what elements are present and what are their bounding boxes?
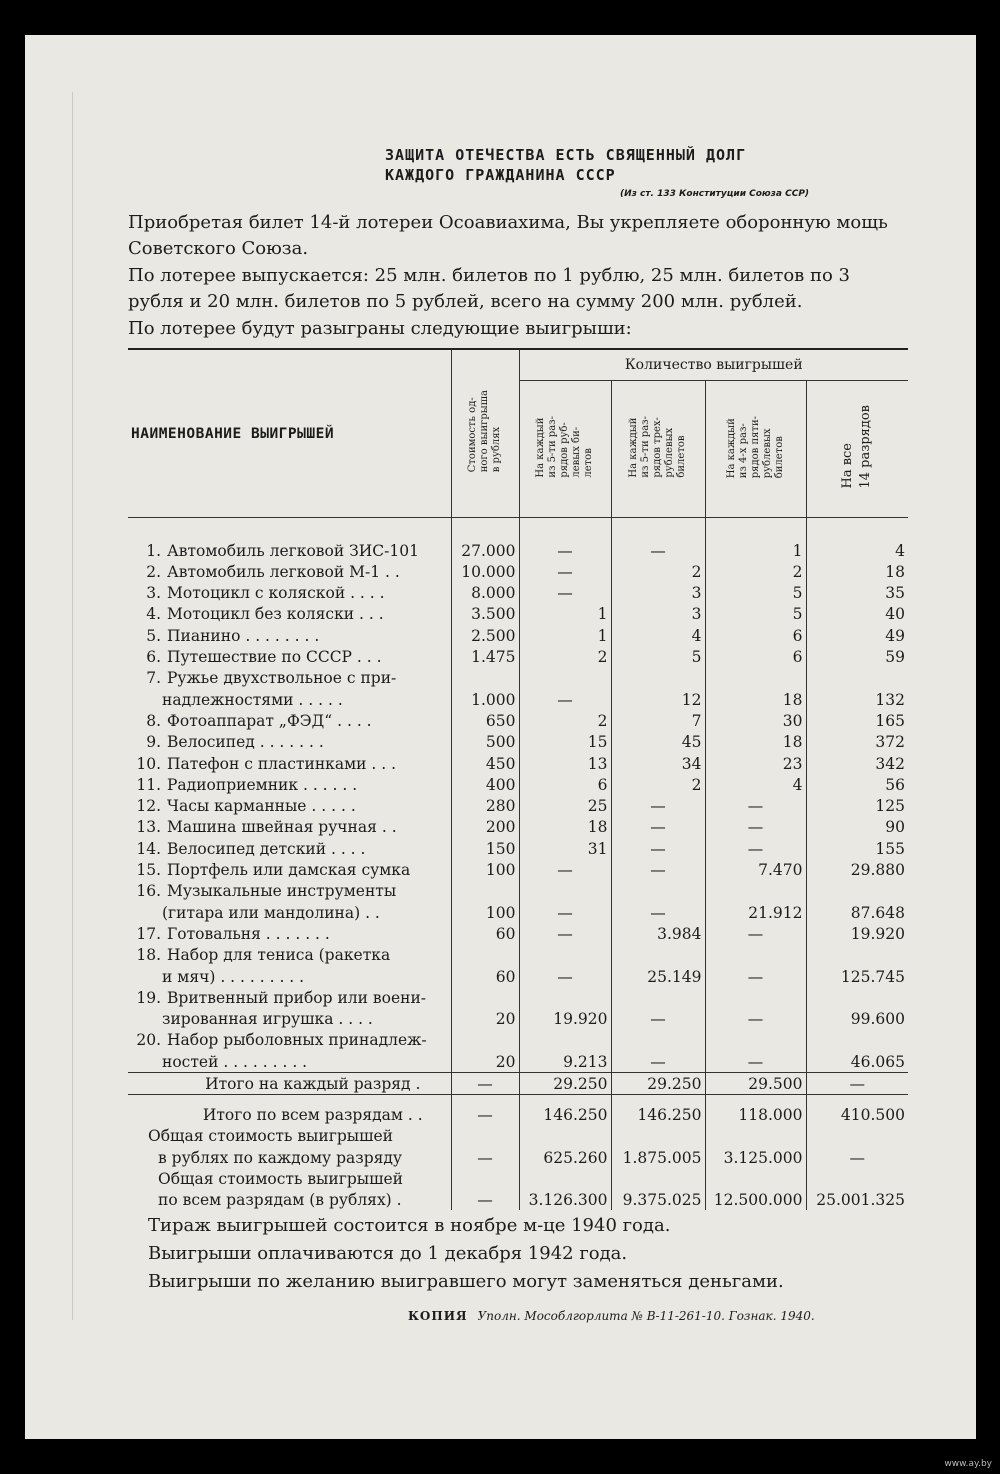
table-row — [128, 603, 908, 624]
count-rub3: 5 — [611, 646, 705, 667]
table-row — [128, 582, 908, 603]
table-row — [128, 646, 908, 667]
count-rub3 — [611, 1029, 705, 1050]
count-rub1: 13 — [519, 752, 611, 773]
count-rub3: — — [611, 901, 705, 922]
paper-fold-line — [72, 92, 73, 1320]
table-row — [128, 539, 908, 560]
count-rub5: 21.912 — [705, 901, 806, 922]
count-rub5: — — [705, 1008, 806, 1029]
count-all: 99.600 — [806, 1008, 908, 1029]
count-rub5: — — [705, 1050, 806, 1072]
totals-body — [128, 1072, 908, 1210]
count-rub3: 7 — [611, 710, 705, 731]
prize-cost — [451, 987, 519, 1008]
count-all: 56 — [806, 774, 908, 795]
prize-cost: 650 — [451, 710, 519, 731]
prize-name — [128, 710, 451, 731]
count-rub5: 5 — [705, 603, 806, 624]
prize-name — [128, 688, 451, 709]
count-rub3 — [611, 667, 705, 688]
cost-each-all: — — [806, 1146, 908, 1167]
prize-name-text: Пианино . . . . . . . . — [167, 626, 320, 645]
count-rub1: 2 — [519, 710, 611, 731]
prize-name-text: Музыкальные инструменты — [167, 882, 397, 901]
table-row — [128, 731, 908, 752]
count-rub1 — [519, 987, 611, 1008]
count-rub5: 4 — [705, 774, 806, 795]
count-rub5 — [705, 667, 806, 688]
total-all-all: 410.500 — [806, 1095, 908, 1126]
prize-name — [128, 667, 451, 688]
prize-name-text: Патефон с пластинками . . . — [167, 754, 397, 773]
prize-name — [128, 923, 451, 944]
prize-cost: 1.000 — [451, 688, 519, 709]
count-all: 35 — [806, 582, 908, 603]
prize-name-text: Радиоприемник . . . . . . — [167, 775, 358, 794]
total-all-r5: 118.000 — [705, 1095, 806, 1126]
table-row — [128, 987, 908, 1008]
count-rub5: 7.470 — [705, 859, 806, 880]
prize-cost: 20 — [451, 1050, 519, 1072]
cost-each-label-1: Общая стоимость выигрышей — [148, 1127, 394, 1146]
prize-name-text: надлежностями . . . . . — [162, 690, 343, 709]
count-all: 40 — [806, 603, 908, 624]
total-all-label: Итого по всем разрядам . . — [128, 1095, 451, 1126]
copy-word: КОПИЯ — [408, 1309, 468, 1323]
prize-name — [128, 859, 451, 880]
prize-number: 5. — [146, 626, 161, 645]
count-rub1: 1 — [519, 603, 611, 624]
prize-name — [128, 539, 451, 560]
prize-cost: 3.500 — [451, 603, 519, 624]
copy-imprint-text: Уполн. Мособлгорлита № В-11-261-10. Гознак. 1940. — [477, 1309, 815, 1323]
prize-cost: 60 — [451, 923, 519, 944]
count-rub5: 1 — [705, 539, 806, 560]
prize-name — [128, 1008, 451, 1029]
count-rub1: 31 — [519, 837, 611, 858]
cost-all-label-2: по всем разрядам (в рублях) . — [158, 1191, 402, 1210]
table-row — [128, 667, 908, 688]
count-all: 18 — [806, 561, 908, 582]
prize-name — [128, 1029, 451, 1050]
table-row — [128, 624, 908, 645]
count-all: 165 — [806, 710, 908, 731]
table-row — [128, 965, 908, 986]
cost-each-cost: — — [451, 1146, 519, 1167]
count-rub1: — — [519, 688, 611, 709]
prize-number: 17. — [136, 924, 161, 943]
count-rub3: 12 — [611, 688, 705, 709]
prize-name-text: Готовальня . . . . . . . — [167, 924, 330, 943]
header-rub1 — [519, 381, 611, 518]
prize-number: 14. — [136, 839, 161, 858]
table-row — [128, 880, 908, 901]
prize-number: 8. — [146, 711, 161, 730]
prize-name-text: (гитара или мандолина) . . — [162, 903, 380, 922]
table-row — [128, 795, 908, 816]
count-rub5: 2 — [705, 561, 806, 582]
prize-number: 13. — [136, 818, 161, 837]
prize-name-text: Набор рыболовных принадлеж- — [167, 1031, 427, 1050]
header-count-group: Количество выигрышей — [519, 349, 908, 381]
prize-name-text: Ружье двухствольное с при- — [167, 669, 397, 688]
cost-all-row-1 — [128, 1168, 908, 1189]
header-all-text: На все 14 разрядов — [840, 405, 874, 489]
count-rub3: 4 — [611, 624, 705, 645]
total-all-cost: — — [451, 1095, 519, 1126]
count-all — [806, 667, 908, 688]
prize-number: 15. — [136, 861, 161, 880]
count-all — [806, 987, 908, 1008]
cost-all-r5: 12.500.000 — [705, 1189, 806, 1210]
count-rub1: 9.213 — [519, 1050, 611, 1072]
count-rub1: 18 — [519, 816, 611, 837]
prize-number: 4. — [146, 605, 161, 624]
motto-line-1: ЗАЩИТА ОТЕЧЕСТВА ЕСТЬ СВЯЩЕННЫЙ ДОЛГ — [385, 146, 747, 164]
count-all: 4 — [806, 539, 908, 560]
header-rub5 — [705, 381, 806, 518]
prize-cost: 27.000 — [451, 539, 519, 560]
motto-line-2: КАЖДОГО ГРАЖДАНИНА СССР — [385, 166, 616, 184]
count-rub3: — — [611, 837, 705, 858]
count-all: 29.880 — [806, 859, 908, 880]
cost-all-row-2 — [128, 1189, 908, 1210]
total-each-r3: 29.250 — [611, 1072, 705, 1094]
prize-name-text: Вритвенный прибор или воени- — [167, 988, 427, 1007]
table-row — [128, 710, 908, 731]
total-each-cost: — — [451, 1072, 519, 1094]
header-rub3 — [611, 381, 705, 518]
count-rub3: — — [611, 859, 705, 880]
cost-all-r3: 9.375.025 — [611, 1189, 705, 1210]
header-rub5-text: На каждый из 4-х раз- рядов пяти- рублевых билетов — [725, 415, 785, 479]
prize-name-text: и мяч) . . . . . . . . . — [162, 967, 305, 986]
prize-name-text: Автомобиль легковой ЗИС-101 — [167, 541, 419, 560]
motto-source: (Из ст. 133 Конституции Союза ССР) — [620, 189, 810, 199]
count-rub1 — [519, 1029, 611, 1050]
footer-line-3: Выигрыши по желанию выигравшего могут заменяться деньгами. — [148, 1271, 784, 1292]
prize-name — [128, 603, 451, 624]
header-separator — [128, 518, 908, 540]
cost-each-row-1 — [128, 1125, 908, 1146]
header-rub1-text: На каждый из 5-ти раз- рядов руб- левых би- летов — [535, 416, 594, 478]
cost-all-all: 25.001.325 — [806, 1189, 908, 1210]
count-all — [806, 880, 908, 901]
count-all: 59 — [806, 646, 908, 667]
prize-name — [128, 624, 451, 645]
prize-cost: 10.000 — [451, 561, 519, 582]
table-row — [128, 688, 908, 709]
count-rub1: 1 — [519, 624, 611, 645]
prize-cost: 150 — [451, 837, 519, 858]
intro-paragraph-2: По лотерее выпускается: 25 млн. билетов по 1 рублю, 25 млн. билетов по 3 рубля и 20 млн. билетов по 5 рублей, всего на сумму 200 млн. рублей. — [128, 265, 851, 312]
prize-cost: 500 — [451, 731, 519, 752]
table-row — [128, 859, 908, 880]
count-rub3: — — [611, 1050, 705, 1072]
prize-name — [128, 816, 451, 837]
table-row — [128, 923, 908, 944]
prize-cost: 100 — [451, 901, 519, 922]
count-rub1: 15 — [519, 731, 611, 752]
count-rub5: 18 — [705, 731, 806, 752]
header-cost — [451, 349, 519, 518]
prize-name-text: Машина швейная ручная . . — [167, 818, 397, 837]
count-rub5: — — [705, 816, 806, 837]
table-row — [128, 1029, 908, 1050]
count-rub5 — [705, 880, 806, 901]
count-rub3 — [611, 880, 705, 901]
prize-cost: 450 — [451, 752, 519, 773]
table-row — [128, 944, 908, 965]
count-all — [806, 944, 908, 965]
count-rub5: 6 — [705, 624, 806, 645]
prizes-table — [128, 348, 908, 1210]
prize-cost: 280 — [451, 795, 519, 816]
total-each-label: Итого на каждый разряд . — [128, 1072, 451, 1094]
cost-each-r1: 625.260 — [519, 1146, 611, 1167]
table-row — [128, 816, 908, 837]
count-rub5: — — [705, 837, 806, 858]
prize-name-text: зированная игрушка . . . . — [162, 1010, 373, 1029]
prize-name-text: Мотоцикл с коляской . . . . — [167, 584, 385, 603]
cost-each-label-2: в рублях по каждому разряду — [158, 1148, 403, 1167]
footer-line-1: Тираж выигрышей состоится в ноябре м-це 1940 года. — [148, 1215, 671, 1236]
count-all: 132 — [806, 688, 908, 709]
count-rub3: 25.149 — [611, 965, 705, 986]
prize-cost — [451, 667, 519, 688]
prize-name — [128, 901, 451, 922]
count-rub3: 34 — [611, 752, 705, 773]
cost-all-r1: 3.126.300 — [519, 1189, 611, 1210]
prize-number: 7. — [146, 669, 161, 688]
prize-cost: 2.500 — [451, 624, 519, 645]
count-rub1: 25 — [519, 795, 611, 816]
prize-number: 6. — [146, 648, 161, 667]
prize-name-text: Велосипед . . . . . . . — [167, 733, 324, 752]
prize-name — [128, 561, 451, 582]
count-rub3: 3 — [611, 603, 705, 624]
count-rub5: — — [705, 795, 806, 816]
table-row — [128, 774, 908, 795]
count-rub1 — [519, 880, 611, 901]
prize-cost — [451, 880, 519, 901]
count-all: 90 — [806, 816, 908, 837]
count-rub5 — [705, 987, 806, 1008]
count-all — [806, 1029, 908, 1050]
count-all: 125 — [806, 795, 908, 816]
count-rub5: 30 — [705, 710, 806, 731]
table-row — [128, 837, 908, 858]
count-all: 46.065 — [806, 1050, 908, 1072]
count-all: 19.920 — [806, 923, 908, 944]
intro-paragraph-1: Приобретая билет 14-й лотереи Осоавиахима, Вы укрепляете оборонную мощь Советского Союза. — [128, 212, 888, 259]
count-rub1: — — [519, 561, 611, 582]
cost-all-cost: — — [451, 1189, 519, 1210]
count-rub5: 6 — [705, 646, 806, 667]
site-watermark: www.ay.by — [944, 1459, 992, 1469]
header-cost-text: Стоимость од- ного выигрыша в рублях — [467, 390, 502, 473]
prize-number: 12. — [136, 797, 161, 816]
cost-each-row-2 — [128, 1146, 908, 1167]
count-rub5: — — [705, 965, 806, 986]
prize-cost — [451, 1029, 519, 1050]
prizes-body — [128, 518, 908, 1073]
prize-name — [128, 582, 451, 603]
total-each-row — [128, 1072, 908, 1094]
prize-number: 18. — [136, 946, 161, 965]
footer-line-2: Выигрыши оплачиваются до 1 декабря 1942 года. — [148, 1243, 628, 1264]
count-all: 125.745 — [806, 965, 908, 986]
count-rub3: 45 — [611, 731, 705, 752]
prize-name-text: Портфель или дамская сумка — [167, 861, 411, 880]
total-all-r3: 146.250 — [611, 1095, 705, 1126]
count-rub1 — [519, 944, 611, 965]
count-rub5 — [705, 1029, 806, 1050]
prize-name-text: Фотоаппарат „ФЭД“ . . . . — [167, 711, 372, 730]
prize-name-text: Велосипед детский . . . . — [167, 839, 366, 858]
prize-cost: 200 — [451, 816, 519, 837]
count-rub3: 2 — [611, 774, 705, 795]
count-rub5: — — [705, 923, 806, 944]
prize-cost — [451, 944, 519, 965]
count-rub1: — — [519, 901, 611, 922]
count-rub3: 2 — [611, 561, 705, 582]
table-row — [128, 752, 908, 773]
table-row — [128, 561, 908, 582]
prize-number: 1. — [146, 541, 161, 560]
count-rub3 — [611, 987, 705, 1008]
count-rub1 — [519, 667, 611, 688]
count-rub5: 5 — [705, 582, 806, 603]
count-all: 155 — [806, 837, 908, 858]
count-rub3: — — [611, 1008, 705, 1029]
prize-name — [128, 987, 451, 1008]
count-rub1: 19.920 — [519, 1008, 611, 1029]
prize-number: 20. — [136, 1031, 161, 1050]
count-rub5: 18 — [705, 688, 806, 709]
prize-name — [128, 944, 451, 965]
count-rub1: 2 — [519, 646, 611, 667]
count-rub1: — — [519, 965, 611, 986]
header-rub3-text: На каждый из 5-ти раз- рядов трех- рублевых билетов — [628, 416, 687, 478]
header-prize-name: НАИМЕНОВАНИЕ ВЫИГРЫШЕЙ — [128, 349, 451, 518]
intro-paragraph-3: По лотерее будут разыграны следующие выигрыши: — [128, 318, 632, 339]
count-rub1: 6 — [519, 774, 611, 795]
prize-name-text: ностей . . . . . . . . . — [162, 1052, 308, 1071]
header-all — [806, 381, 908, 518]
prize-cost: 8.000 — [451, 582, 519, 603]
prize-number: 10. — [136, 754, 161, 773]
prize-name — [128, 880, 451, 901]
prize-name — [128, 795, 451, 816]
prize-number: 19. — [136, 988, 161, 1007]
total-all-r1: 146.250 — [519, 1095, 611, 1126]
count-rub3: — — [611, 795, 705, 816]
prize-name — [128, 752, 451, 773]
table-row — [128, 901, 908, 922]
count-rub3: — — [611, 539, 705, 560]
prize-number: 3. — [146, 584, 161, 603]
prize-cost: 1.475 — [451, 646, 519, 667]
prize-name — [128, 731, 451, 752]
count-rub5 — [705, 944, 806, 965]
count-all: 342 — [806, 752, 908, 773]
prize-name-text: Мотоцикл без коляски . . . — [167, 605, 384, 624]
prize-name-text: Набор для тениса (ракетка — [167, 946, 391, 965]
prize-name — [128, 1050, 451, 1072]
cost-each-r5: 3.125.000 — [705, 1146, 806, 1167]
count-rub3 — [611, 944, 705, 965]
table-row — [128, 1008, 908, 1029]
prize-cost: 20 — [451, 1008, 519, 1029]
prize-name — [128, 774, 451, 795]
count-all: 49 — [806, 624, 908, 645]
prize-number: 16. — [136, 882, 161, 901]
prize-number: 9. — [146, 733, 161, 752]
count-all: 87.648 — [806, 901, 908, 922]
total-all-row — [128, 1095, 908, 1126]
total-each-r1: 29.250 — [519, 1072, 611, 1094]
prize-name — [128, 837, 451, 858]
count-rub1: — — [519, 859, 611, 880]
prize-name — [128, 965, 451, 986]
count-all: 372 — [806, 731, 908, 752]
count-rub1: — — [519, 923, 611, 944]
total-each-r5: 29.500 — [705, 1072, 806, 1094]
prize-cost: 400 — [451, 774, 519, 795]
prize-cost: 100 — [451, 859, 519, 880]
prize-number: 11. — [136, 775, 161, 794]
count-rub5: 23 — [705, 752, 806, 773]
prize-name-text: Путешествие по СССР . . . — [167, 648, 382, 667]
count-rub3: — — [611, 816, 705, 837]
prize-name — [128, 646, 451, 667]
cost-all-label-1: Общая стоимость выигрышей — [158, 1169, 404, 1188]
count-rub3: 3 — [611, 582, 705, 603]
prize-name-text: Часы карманные . . . . . — [167, 797, 356, 816]
total-each-all: — — [806, 1072, 908, 1094]
copy-imprint — [408, 1309, 815, 1323]
count-rub3: 3.984 — [611, 923, 705, 944]
cost-each-r3: 1.875.005 — [611, 1146, 705, 1167]
count-rub1: — — [519, 582, 611, 603]
count-rub1: — — [519, 539, 611, 560]
prize-number: 2. — [146, 562, 161, 581]
prize-cost: 60 — [451, 965, 519, 986]
table-row — [128, 1050, 908, 1072]
prize-name-text: Автомобиль легковой М-1 . . — [167, 562, 400, 581]
